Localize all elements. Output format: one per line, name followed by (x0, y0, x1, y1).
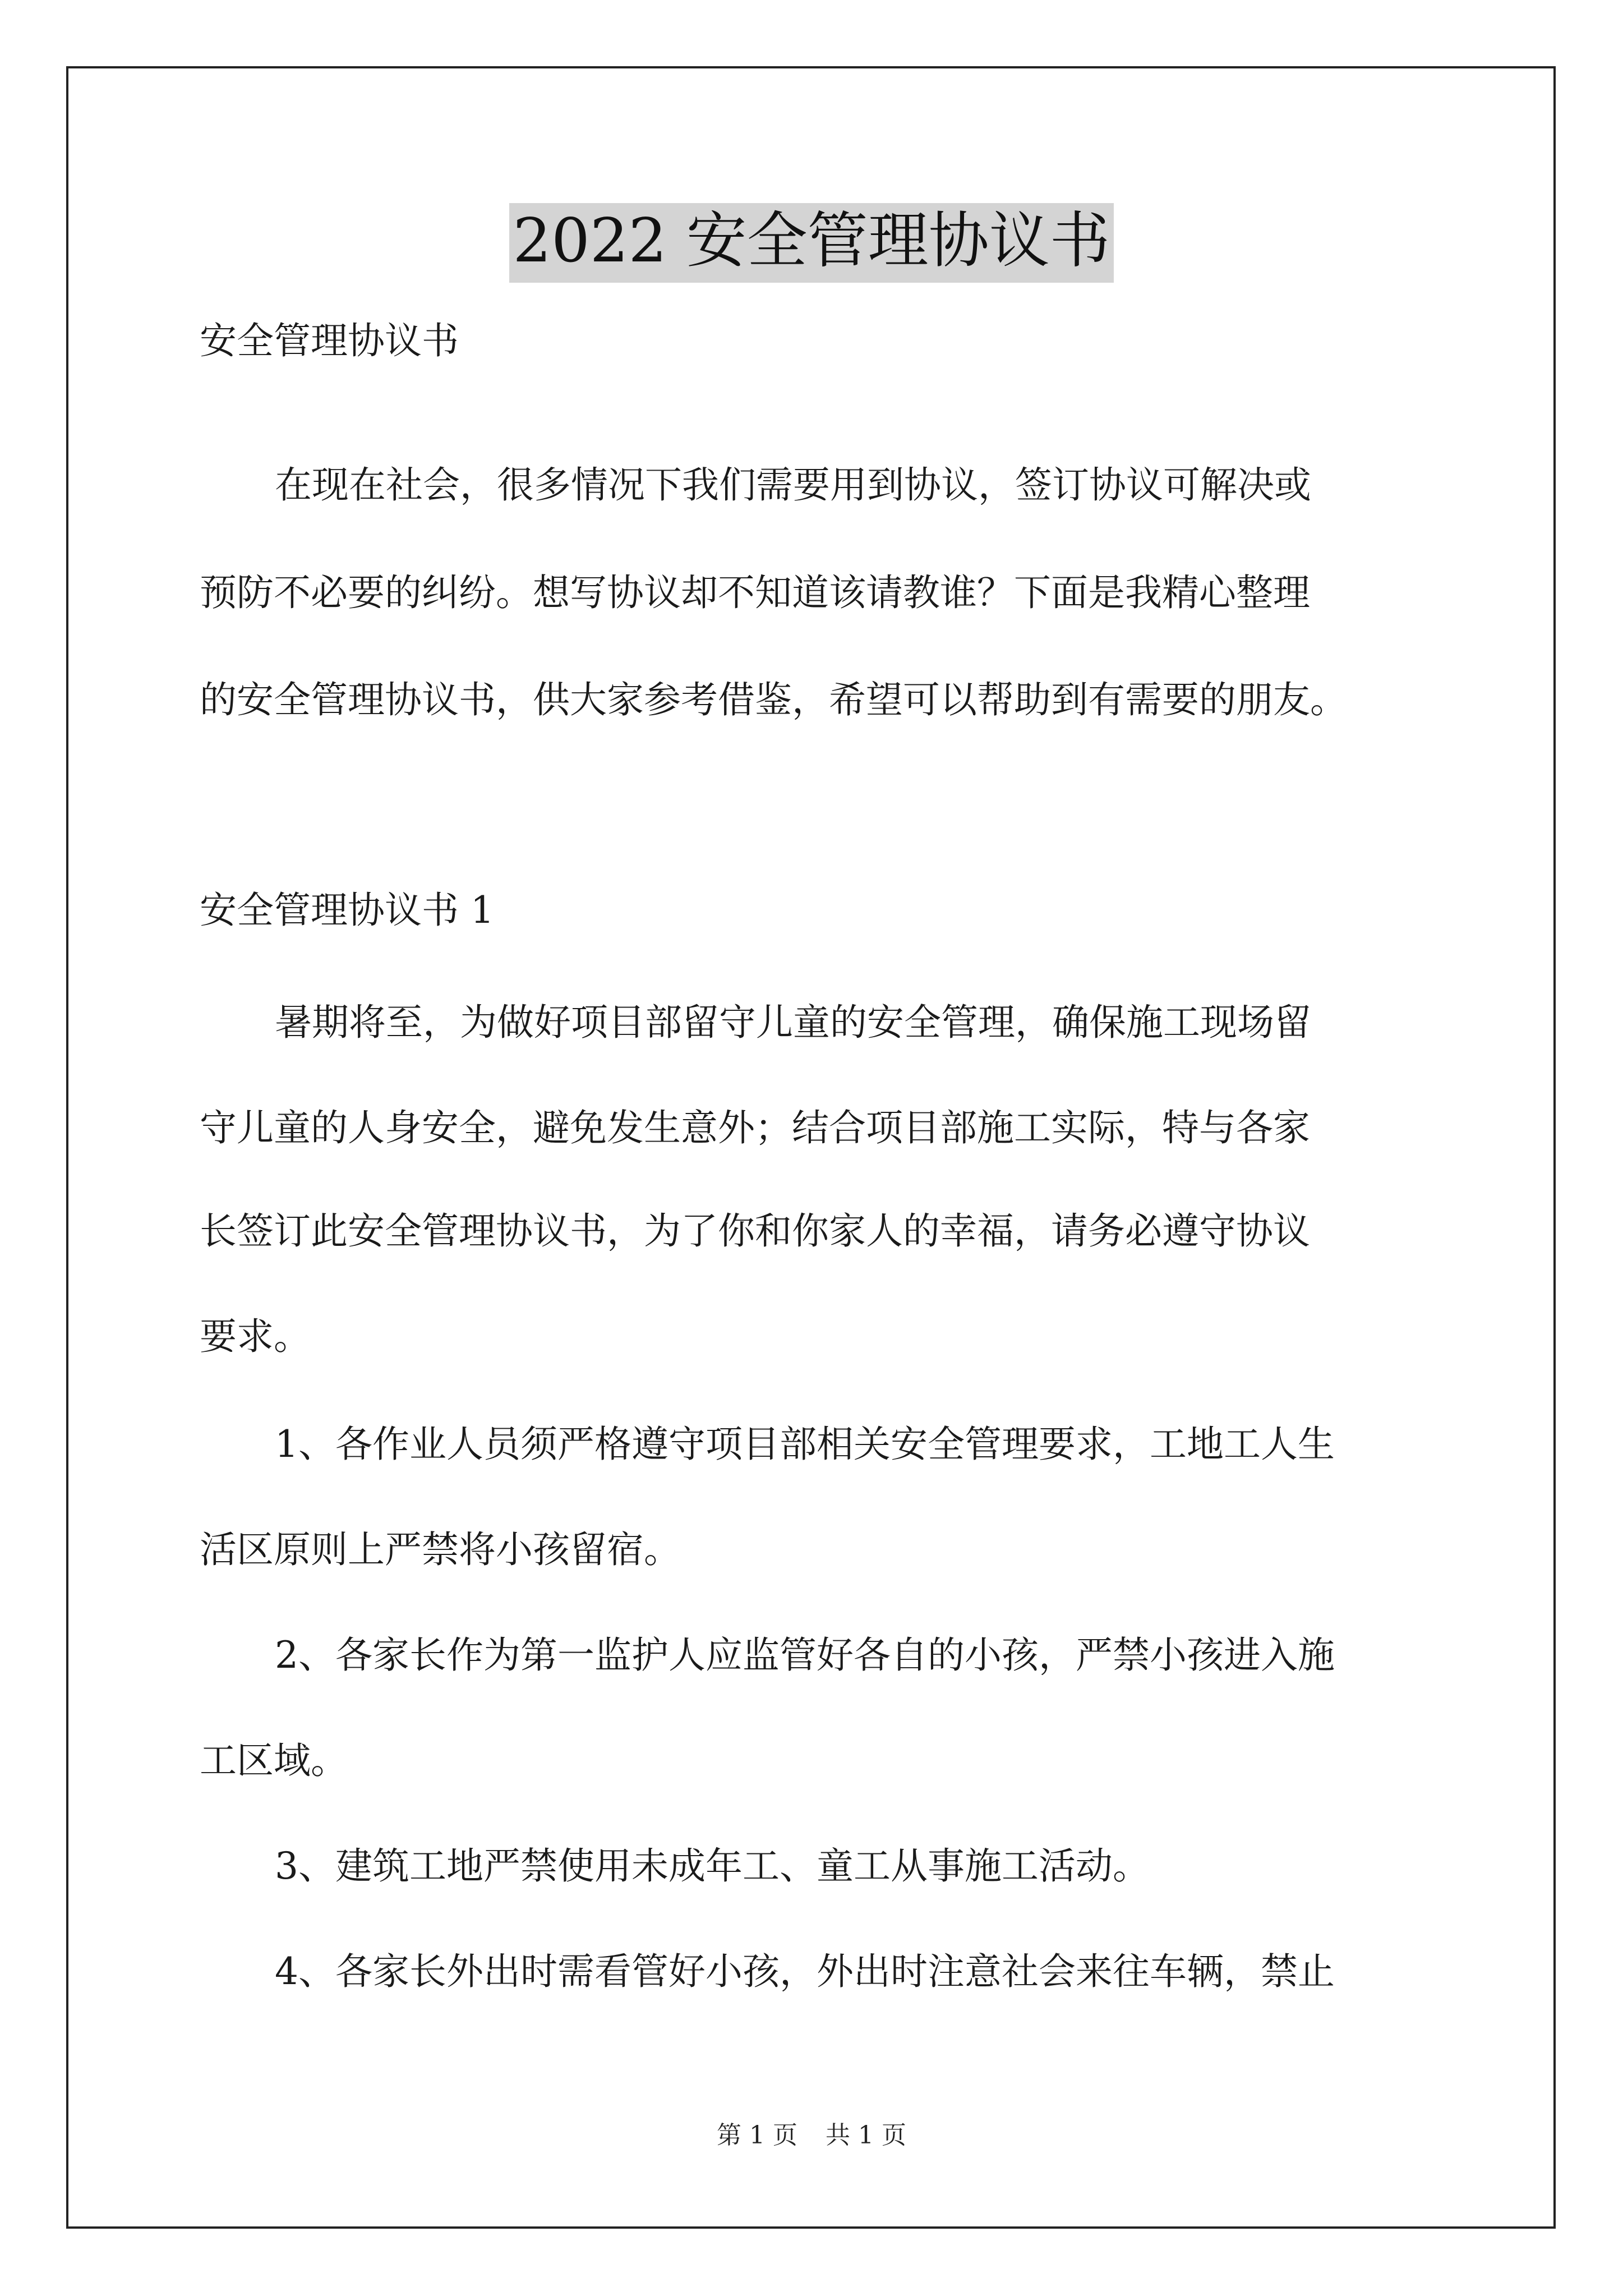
section-line-2: 守儿童的人身安全，避免发生意外；结合项目部施工实际，特与各家 (200, 1106, 1310, 1149)
document-title: 2022 安全管理协议书 (509, 203, 1113, 283)
section-heading: 安全管理协议书 1 (200, 889, 494, 932)
section-line-4: 要求。 (200, 1315, 311, 1358)
intro-line-1: 在现在社会，很多情况下我们需要用到协议，签订协议可解决或 (275, 463, 1311, 507)
item-4-line-1: 4、各家长外出时需看管好小孩，外出时注意社会来往车辆，禁止 (275, 1950, 1335, 1993)
page-number-current: 第 1 页 (717, 2121, 797, 2150)
item-2-line-1: 2、各家长作为第一监护人应监管好各自的小孩，严禁小孩进入施 (275, 1634, 1335, 1677)
page-number-total: 共 1 页 (826, 2121, 906, 2150)
document-title-wrap (0, 203, 1623, 283)
page-footer (0, 2123, 1623, 2148)
document-subtitle: 安全管理协议书 (200, 319, 459, 362)
item-1-line-2: 活区原则上严禁将小孩留宿。 (200, 1528, 681, 1571)
item-1-line-1: 1、各作业人员须严格遵守项目部相关安全管理要求，工地工人生 (275, 1423, 1335, 1466)
item-2-line-2: 工区域。 (200, 1739, 348, 1782)
item-3-line-1: 3、建筑工地严禁使用未成年工、童工从事施工活动。 (275, 1844, 1150, 1888)
section-line-1: 暑期将至，为做好项目部留守儿童的安全管理，确保施工现场留 (275, 1001, 1311, 1044)
intro-line-3: 的安全管理协议书，供大家参考借鉴，希望可以帮助到有需要的朋友。 (200, 678, 1347, 721)
section-line-3: 长签订此安全管理协议书，为了你和你家人的幸福，请务必遵守协议 (200, 1209, 1310, 1253)
intro-line-2: 预防不必要的纠纷。想写协议却不知道该请教谁？下面是我精心整理 (200, 571, 1310, 614)
